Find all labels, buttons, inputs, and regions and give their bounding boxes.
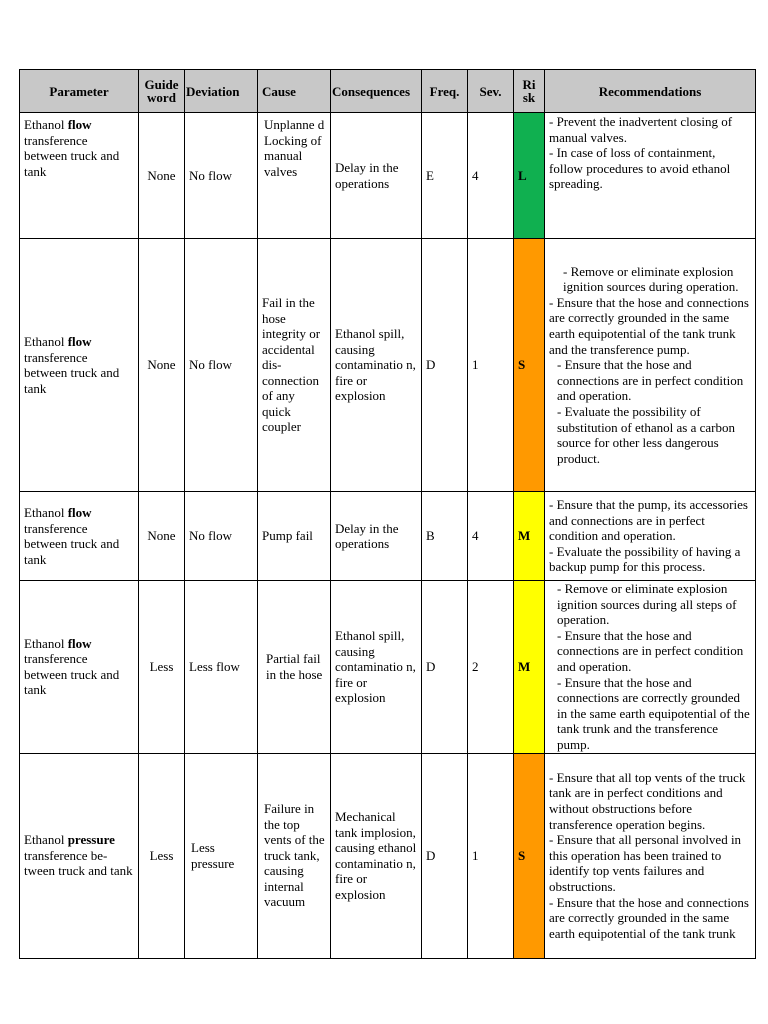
freq-cell: D (422, 753, 468, 958)
recommendation-item: - Ensure that the hose and connections are in perfect condition and operation. (557, 357, 744, 404)
risk-cell: M (514, 492, 545, 581)
parameter-keyword: flow (67, 117, 92, 132)
parameter-cell: Ethanol pressure transference be-tween truck and tank (20, 753, 139, 958)
risk-cell: L (514, 113, 545, 239)
recommendation-item: - Evaluate the possibility of substitution of ethanol as a carbon source for other less dangerous product. (557, 403, 735, 466)
guide-word-cell: None (139, 113, 185, 239)
table-row (20, 753, 756, 958)
cause-cell: Partial fail in the hose (258, 581, 331, 754)
table-row (20, 113, 756, 239)
guide-word-cell: None (139, 492, 185, 581)
risk-cell: S (514, 239, 545, 492)
sev-cell: 1 (468, 753, 514, 958)
consequences-cell: Ethanol spill, causing contaminatio n, fire or explosion (331, 239, 422, 492)
recommendation-item: - Ensure that the hose and connections are correctly grounded in the same earth equipotential of the tank trunk and the transference pump. (557, 674, 750, 752)
parameter-keyword: flow (67, 635, 92, 651)
recommendations-cell (545, 581, 756, 754)
parameter-keyword: pressure (67, 832, 115, 848)
cause-cell: Unplanne d Locking of manual valves (258, 113, 331, 239)
header-cause: Cause (258, 70, 331, 113)
recommendation-item: - Remove or eliminate explosion ignition sources during operation. (563, 263, 739, 295)
recommendations-cell (545, 239, 756, 492)
sev-cell: 1 (468, 239, 514, 492)
recommendation-item: - Ensure that all top vents of the truck tank are in perfect conditions and without obstructions before transference operation begins. (549, 769, 746, 832)
header-recommendations: Recommendations (545, 70, 756, 113)
header-row (20, 70, 756, 113)
header-guide-word: Guide word (139, 70, 185, 113)
cause-cell: Fail in the hose integrity or accidental dis-connection of any quick coupler (258, 239, 331, 492)
header-deviation: Deviation (185, 70, 258, 113)
parameter-cell: Ethanol flow transference between truck and tank (20, 492, 139, 581)
parameter-keyword: flow (67, 505, 92, 520)
freq-cell: E (422, 113, 468, 239)
recommendations-cell (545, 113, 756, 239)
deviation-cell: No flow (185, 492, 258, 581)
deviation-cell: Less pressure (185, 753, 258, 958)
header-consequences: Consequences (331, 70, 422, 113)
cause-cell: Pump fail (258, 492, 331, 581)
header-sev: Sev. (468, 70, 514, 113)
recommendation-item: - Ensure that all personal involved in this operation has been trained to identify top vents failures and obstructions. (549, 832, 742, 894)
table-row (20, 581, 756, 754)
guide-word-cell: Less (139, 753, 185, 958)
cause-cell: Failure in the top vents of the truck tank, causing internal vacuum (258, 753, 331, 958)
hazop-table (19, 69, 756, 959)
table-row (20, 492, 756, 581)
deviation-cell: Less flow (185, 581, 258, 754)
parameter-keyword: flow (67, 334, 92, 349)
risk-cell: S (514, 753, 545, 958)
parameter-cell: Ethanol flow transference between truck and tank (20, 581, 139, 754)
recommendation-item: - Ensure that the hose and connections are correctly grounded in the same earth equipotential of the tank trunk and the transference pump. (549, 294, 749, 357)
recommendation-item: - Remove or eliminate explosion ignition sources during all steps of operation. (557, 581, 737, 628)
header-freq: Freq. (422, 70, 468, 113)
sev-cell: 2 (468, 581, 514, 754)
recommendations-cell (545, 753, 756, 958)
recommendation-item: - Ensure that the hose and connections are in perfect condition and operation. (557, 627, 744, 674)
guide-word-cell: None (139, 239, 185, 492)
consequences-cell: Mechanical tank implosion, causing ethanol contaminatio n, fire or explosion (331, 753, 422, 958)
recommendation-item: - Ensure that the hose and connections are correctly grounded in the same earth equipotential of the tank trunk (549, 894, 749, 941)
recommendations-cell (545, 492, 756, 581)
recommendation-item: - Evaluate the possibility of having a backup pump for this process. (549, 543, 741, 575)
table-row (20, 239, 756, 492)
guide-word-cell: Less (139, 581, 185, 754)
freq-cell: B (422, 492, 468, 581)
parameter-cell: Ethanol flow transference between truck and tank (20, 239, 139, 492)
deviation-cell: No flow (185, 113, 258, 239)
consequences-cell: Ethanol spill, causing contaminatio n, fire or explosion (331, 581, 422, 754)
deviation-cell: No flow (185, 239, 258, 492)
freq-cell: D (422, 239, 468, 492)
consequences-cell: Delay in the operations (331, 492, 422, 581)
sev-cell: 4 (468, 113, 514, 239)
recommendation-item: - Ensure that the pump, its accessories and connections are in perfect condition and operation. (549, 497, 748, 544)
sev-cell: 4 (468, 492, 514, 581)
freq-cell: D (422, 581, 468, 754)
risk-cell: M (514, 581, 545, 754)
parameter-cell: Ethanol flow transference between truck and tank (20, 113, 139, 239)
consequences-cell: Delay in the operations (331, 113, 422, 239)
header-parameter: Parameter (20, 70, 139, 113)
recommendation-item: - Prevent the inadvertent closing of manual valves. (549, 114, 733, 145)
recommendation-item: - In case of loss of containment, follow procedures to avoid ethanol spreading. (549, 145, 731, 192)
header-risk: Ri sk (514, 70, 545, 113)
